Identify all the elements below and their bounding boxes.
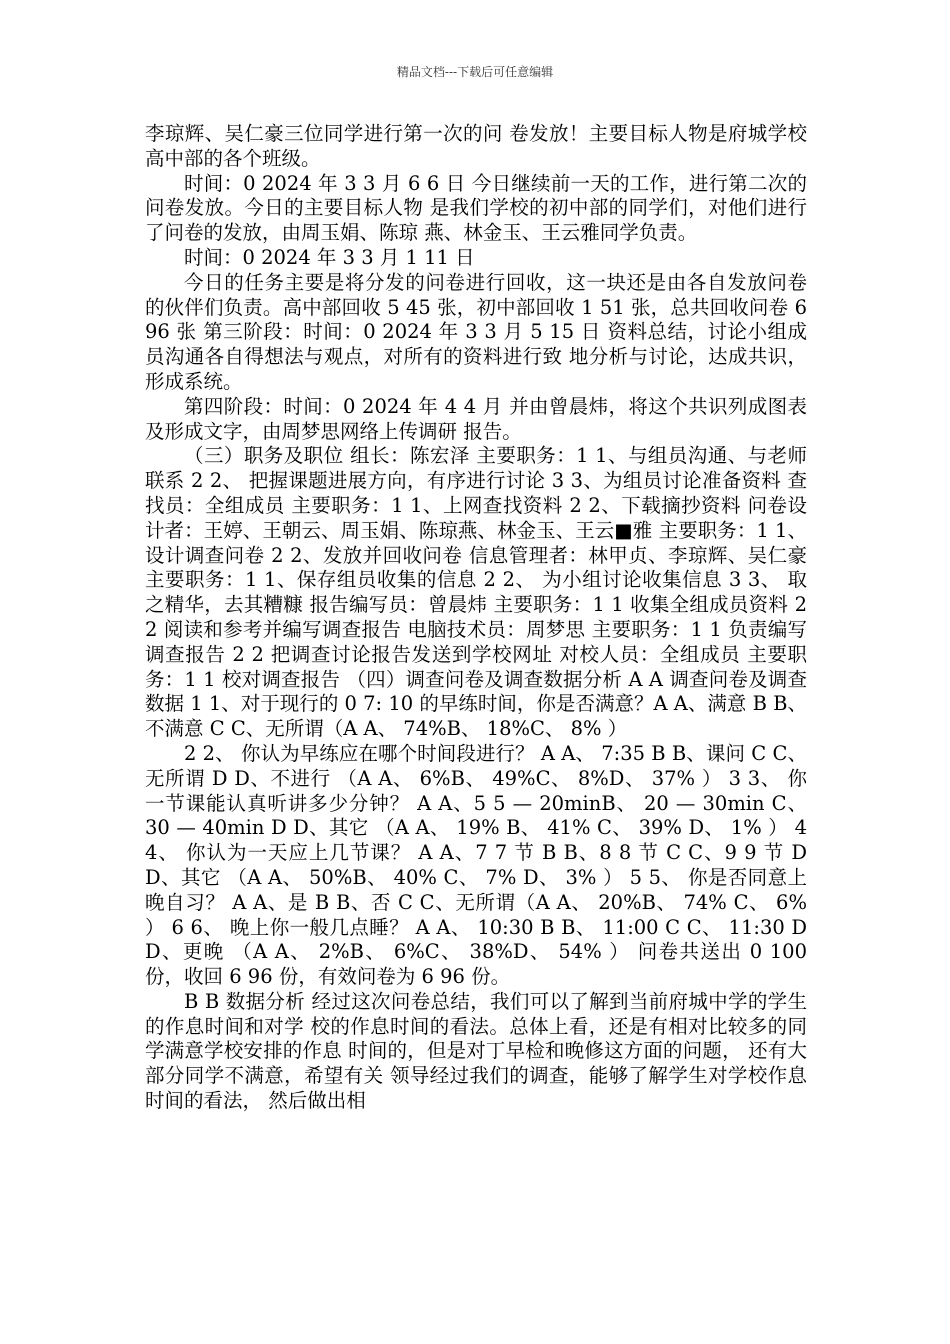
paragraph: 今日的任务主要是将分发的问卷进行回收，这一块还是由各自发放问卷 的伙伴们负责。高中部回收 5 45 张，初中部回收 1 51 张，总共回收问卷 6 96 张 第三阶段：时间：0 2024 年 3 3 月 5 15 日 资料总结，讨论小组成员沟通各自得想法与观点，对所有的资料进行致 地分析与讨论，达成共识，形成系统。: [145, 270, 807, 393]
page-header: 精品文档---下载后可任意编辑: [396, 65, 554, 79]
paragraph: 第四阶段：时间：0 2024 年 4 4 月 并由曾晨炜，将这个共识列成图表及形成文字，由周梦思网络上传调研 报告。: [145, 394, 807, 443]
paragraph: 李琼辉、吴仁豪三位同学进行第一次的问 卷发放！主要目标人物是府城学校高中部的各个班级。: [145, 122, 807, 170]
paragraph: B B 数据分析 经过这次问卷总结，我们可以了解到当前府城中学的学生的作息时间和对学 校的作息时间的看法。总体上看，还是有相对比较多的同学满意学校安排的作息 时间的，但是对丁早检和晚修这方面的问题， 还有大部分同学不满意，希望有关 领导经过我们的调查，能够了解学生对学校作息时间的看法， 然后做出相: [145, 989, 807, 1113]
paragraph: 2 2、 你认为早练应在哪个时间段进行？ A A、 7:35 B B、课问 C C、无所谓 D D、不进行 （A A、 6%B、 49%C、 8%D、 37% ） 3 3、 你一节课能认真听讲多少分钟？ A A、5 5 — 20minB、 20 — 30min C、 30 — 40min D D、其它 （A A、 19% B、 41% C、 39% D、 1% ） 4 4、 你认为一天应上几节课？ A A、7 7 节 B B、8 8 节 C C、9 9 节 D D、其它 （A A、 50%B、 40% C、 7% D、 3% ） 5 5、 你是否同意上晚自习？ A A、是 B B、否 C C、无所谓（A A、 20%B、 74% C、 6% ） 6 6、 晚上你一般几点睡？ A A、 10:30 B B、 11:00 C C、 11:30 D D、更晚 （A A、 2%B、 6%C、 38%D、 54% ） 问卷共送出 0 100 份，收回 6 96 份，有效问卷为 6 96 份。: [145, 741, 807, 989]
paragraph: （三）职务及职位 组长：陈宏泽 主要职务：1 1、与组员沟通、与老师联系 2 2、 把握课题进展方向，有序进行讨论 3 3、为组员讨论准备资料 查找员：全组成员 主要职务：1 1、上网查找资料 2 2、下载摘抄资料 问卷设计者：王婷、王朝云、周玉娟、陈琼燕、林金玉、王云■雅 主要职务：1 1、设计调查问卷 2 2、发放并回收问卷 信息管理者：林甲贞、李琼辉、吴仁豪 主要职务：1 1、保存组员收集的信息 2 2、 为小组讨论收集信息 3 3、 取之精华，去其糟糠 报告编写员：曾晨炜 主要职务：1 1 收集全组成员资料 2 2 阅读和参考并编写调查报告 电脑技术员：周梦思 主要职务：1 1 负责编写调查报告 2 2 把调查讨论报告发送到学校网址 对校人员：全组成员 主要职务：1 1 校对调查报告 （四）调查问卷及调查数据分析 A A 调查问卷及调查数据 1 1、对于现行的 0 7: 10 的早练时间，你是否满意？A A、满意 B B、不满意 C C、无所谓（A A、 74%B、 18%C、 8% ）: [145, 444, 807, 741]
document-body: [145, 122, 807, 1114]
paragraph: 时间：0 2024 年 3 3 月 6 6 日 今日继续前一天的工作，进行第二次的问卷发放。今日的主要目标人物 是我们学校的初中部的同学们，对他们进行了问卷的发放，由周玉娟、陈琼 燕、林金玉、王云雅同学负责。: [145, 171, 807, 245]
paragraph: 时间：0 2024 年 3 3 月 1 11 日: [184, 245, 475, 269]
